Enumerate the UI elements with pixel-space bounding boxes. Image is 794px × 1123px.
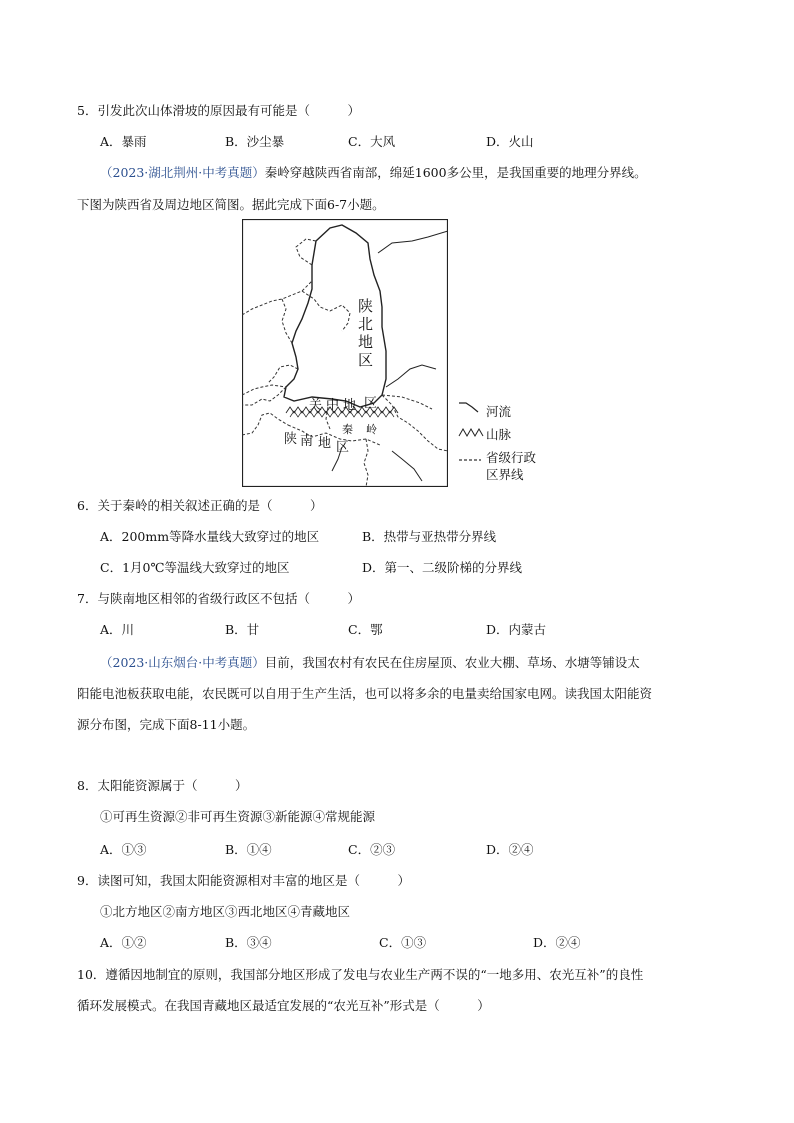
- q7-option-c: C．鄂: [348, 622, 383, 637]
- q8-items: ①可再生资源②非可再生资源③新能源④常规能源: [100, 809, 376, 824]
- passage2-source: （2023·山东烟台·中考真题）: [100, 655, 265, 670]
- q7-stem: 7．与陕南地区相邻的省级行政区不包括（ ）: [77, 591, 360, 606]
- q8-stem: 8．太阳能资源属于（ ）: [77, 778, 248, 793]
- map-label-guanzhong: 关: [309, 398, 323, 413]
- river-legend-icon: [458, 400, 482, 414]
- map-label-shaannan: 陕: [284, 432, 298, 447]
- passage1-source: （2023·湖北荆州·中考真题）: [100, 165, 265, 180]
- legend-river-label: 河流: [486, 404, 512, 419]
- q5-option-d: D．火山: [486, 134, 534, 149]
- mountain-legend-icon: [458, 426, 484, 438]
- q6-stem: 6．关于秦岭的相关叙述正确的是（ ）: [77, 498, 323, 513]
- q8-option-c: C．②③: [348, 842, 396, 857]
- q5-stem: 5．引发此次山体滑坡的原因最有可能是（ ）: [77, 103, 360, 118]
- q9-option-b: B．③④: [225, 935, 272, 950]
- passage1-text: 秦岭穿越陕西省南部，绵延1600多公里，是我国重要的地理分界线。: [264, 165, 647, 180]
- legend-boundary-label-1: 省级行政: [486, 450, 537, 465]
- q10-line2: 循环发展模式。在我国青藏地区最适宜发展的“农光互补”形式是（ ）: [77, 998, 490, 1013]
- q9-option-c: C．①③: [379, 935, 427, 950]
- q6-option-b: B．热带与亚热带分界线: [362, 529, 497, 544]
- q7-option-d: D．内蒙古: [486, 622, 547, 637]
- passage2-line1: [100, 655, 640, 671]
- map-label-guanzhong: 地: [343, 398, 357, 413]
- q9-items: ①北方地区②南方地区③西北地区④青藏地区: [100, 904, 351, 919]
- q9-stem: 9．读图可知，我国太阳能资源相对丰富的地区是（ ）: [77, 873, 410, 888]
- q10-line1: 10．遵循因地制宜的原则，我国部分地区形成了发电与农业生产两不误的“一地多用、农光互补”的良性: [77, 967, 644, 982]
- shaanxi-map: [242, 219, 448, 487]
- q5-option-c: C．大风: [348, 134, 396, 149]
- passage2-text: 目前，我国农村有农民在住房屋顶、农业大棚、草场、水塘等铺设太: [264, 655, 640, 670]
- q8-option-b: B．①④: [225, 842, 272, 857]
- q7-option-b: B．甘: [225, 622, 260, 637]
- q6-option-d: D．第一、二级阶梯的分界线: [362, 560, 523, 575]
- passage2-line2: 阳能电池板获取电能，农民既可以自用于生产生活，也可以将多余的电量卖给国家电网。读我国太阳能资: [77, 686, 653, 701]
- q5-option-b: B．沙尘暴: [225, 134, 285, 149]
- q5-option-a: A．暴雨: [100, 134, 147, 149]
- passage1-line2: 下图为陕西省及周边地区简图。据此完成下面6-7小题。: [77, 197, 385, 212]
- map-label-shaanbei: 地: [358, 333, 374, 351]
- map-label-qinling: 岭: [366, 423, 377, 436]
- q9-option-d: D．②④: [533, 935, 581, 950]
- legend-mountain-label: 山脉: [486, 427, 512, 442]
- q9-option-a: A．①②: [100, 935, 147, 950]
- map-label-qinling: 秦: [342, 423, 353, 436]
- map-label-shaannan: 区: [336, 440, 350, 455]
- map-label-shaanbei: 区: [358, 351, 374, 369]
- map-label-shaannan: 南: [300, 434, 314, 449]
- q7-option-a: A．川: [100, 622, 135, 637]
- q6-option-c: C．1月0℃等温线大致穿过的地区: [100, 560, 290, 575]
- map-label-guanzhong: 中: [326, 398, 340, 413]
- boundary-legend-icon: [458, 458, 482, 462]
- map-label-guanzhong: 区: [364, 396, 378, 411]
- passage2-line3: 源分布图，完成下面8-11小题。: [77, 717, 256, 732]
- q8-option-d: D．②④: [486, 842, 534, 857]
- passage1-line1: [100, 165, 647, 181]
- map-label-shaanbei: 陕: [358, 297, 374, 315]
- map-label-shaannan: 地: [318, 436, 332, 451]
- q6-option-a: A．200mm等降水量线大致穿过的地区: [100, 529, 320, 544]
- legend-boundary-label-2: 区界线: [486, 467, 524, 482]
- map-label-shaanbei: 北: [358, 315, 374, 333]
- q8-option-a: A．①③: [100, 842, 147, 857]
